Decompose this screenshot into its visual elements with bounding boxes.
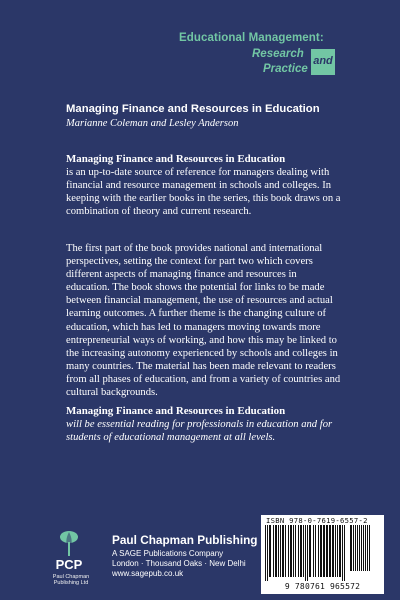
barcode-bar [350,525,352,571]
barcode-bar [357,525,358,571]
blurb-3-body: will be essential reading for professionals in education and for students of educational management at all levels. [66,419,333,444]
barcode-bar [315,525,316,577]
ean-digits [261,582,384,591]
blurb-paragraph-3 [66,405,341,444]
barcode-bar [329,525,331,577]
blurb-1-lead: Managing Finance and Resources in Education [66,153,286,165]
barcode-bar [342,525,343,581]
barcode-bar [318,525,319,577]
barcode-bar [275,525,277,577]
barcode-bar [298,525,299,577]
publisher-cities: London · Thousand Oaks · New Delhi [112,559,246,568]
blurb-paragraph-2: The first part of the book provides national and international perspectives, setting the context for part two which covers different aspects of managing finance and resources in education. The book shows the potential for links to be made between financial management, the use of resources and actual learning outcomes. A further theme is the changing culture of education, which has led to managers moving towards more entrepreneurial ways of working, and how this may be linked to the increasing autonomy experienced by schools and colleges in many countries. The material has been made relevant to readers from all phases of education, and from a variety of countries and cultural backgrounds. [66,243,341,399]
barcode-bar [367,525,368,571]
barcode-bar [295,525,296,577]
barcode-bar [353,525,354,571]
isbn-text: ISBN 978-0-7619-6557-2 [266,516,368,525]
barcode-bar [285,525,286,577]
barcode-bar [303,525,304,577]
barcode-bar [313,525,314,577]
publisher-url: www.sagepub.co.uk [112,569,184,578]
barcode-bar [273,525,274,577]
barcode-bar [300,525,302,577]
series-and-badge [311,49,335,75]
logo-caption [52,574,90,586]
series-title: Educational Management: [179,32,324,44]
barcode-bar [278,525,279,577]
barcode-bar [332,525,334,577]
barcode-bar [339,525,341,577]
barcode-bar [309,525,311,577]
barcode-bar [365,525,366,571]
series-header [0,0,400,93]
blurb-paragraph-1 [66,153,341,218]
barcode-panel [261,515,384,594]
logo-caption-line-1: Paul Chapman [52,574,90,580]
blurb-1-body: is an up-to-date source of reference for managers dealing with financial and resource management in schools and colleges. In keeping with the earlier books in the series, this book draws on a combination of theory and current research. [66,167,341,218]
barcode-bar [355,525,356,571]
book-title: Managing Finance and Resources in Education [66,103,320,115]
barcode-bar [267,525,268,581]
barcode-icon [261,525,384,583]
barcode-bar [369,525,370,571]
barcode-bar [320,525,322,577]
logo-caption-line-2: Publishing Ltd [53,580,89,586]
barcode-bar [305,525,306,581]
barcode-bar [337,525,338,577]
barcode-bar [363,525,364,571]
barcode-bar [326,525,328,577]
barcode-bar [280,525,281,577]
barcode-bar [269,525,271,577]
barcode-bar [282,525,284,577]
barcode-bar [307,525,308,581]
publisher-name: Paul Chapman Publishing [112,533,258,547]
barcode-bar [288,525,289,577]
svg-text:PCP: PCP [55,557,83,572]
barcode-bar [344,525,345,581]
publisher-company: A SAGE Publications Company [112,549,224,558]
barcode-bar [323,525,325,577]
barcode-bar [265,525,266,581]
barcode-bar [293,525,294,577]
blurb-3-lead: Managing Finance and Resources in Education [66,405,286,417]
barcode-bar [335,525,336,577]
series-subtitle-practice: Practice [263,63,308,75]
barcode-bar [359,525,360,571]
book-authors: Marianne Coleman and Lesley Anderson [66,118,239,129]
barcode-bar [290,525,292,577]
barcode-bar [361,525,362,571]
series-subtitle-research: Research [252,48,304,60]
ean-number: 9 780761 965572 [284,582,361,591]
series-and-text: and [313,55,333,67]
